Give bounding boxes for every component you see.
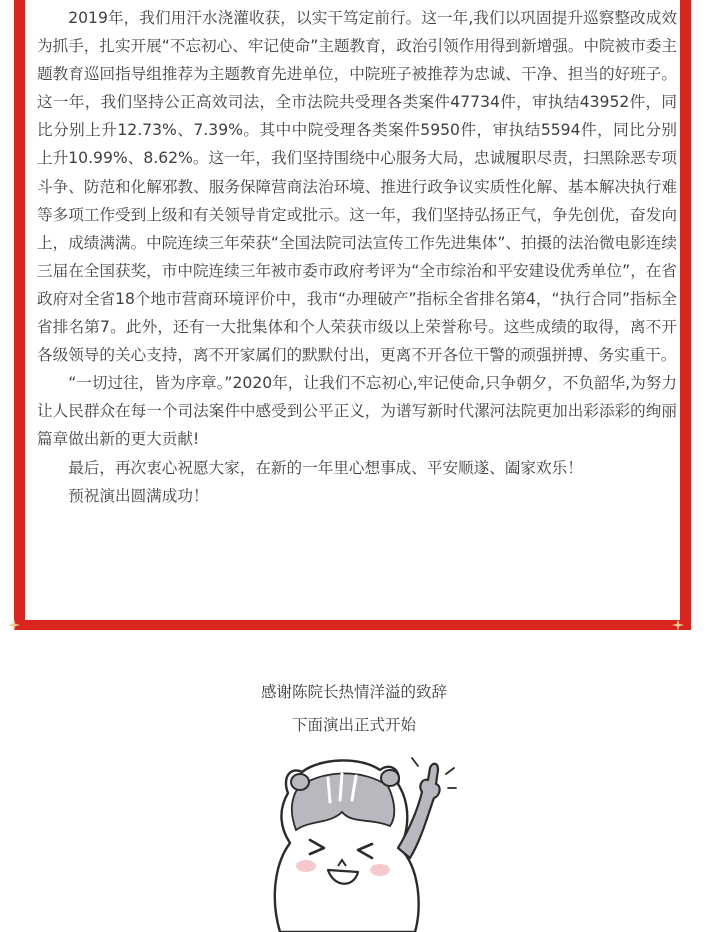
sparkle-icon	[672, 619, 684, 631]
hamster-sticker-icon	[250, 748, 460, 932]
speech-text	[37, 4, 677, 510]
show-start-caption: 下面演出正式开始	[291, 716, 416, 734]
paragraph-wishes: 最后，再次衷心祝愿大家，在新的一年里心想事成、平安顺遂、阖家欢乐！	[68, 458, 583, 477]
paragraph-closing: 预祝演出圆满成功！	[68, 486, 209, 505]
red-frame	[14, 0, 691, 630]
paragraph-achievements: 2019年，我们用汗水浇灌收获，以实干笃定前行。这一年,我们以巩固提升巡察整改成效为抓手，扎实开展“不忘初心、牢记使命”主题教育，政治引领作用得到新增强。中院被市委主题教育巡回指导组推荐为主题教育先进单位，中院班子被推荐为忠诚、干净、担当的好班子。这一年，我们坚持公正高效司法，全市法院共受理各类案件47734件，审执结43952件，同比分别上升12.73%、7.39%。其中中院受理各类案件5950件，审执结5594件，同比分别上升10.99%、8.62%。这一年，我们坚持围绕中心服务大局，忠诚履职尽责，扫黑除恶专项斗争、防范和化解邪教、服务保障营商法治环境、推进行政争议实质性化解、基本解决执行难等多项工作受到上级和有关领导肯定或批示。这一年，我们坚持弘扬正气，争先创优，奋发向上，成绩满满。中院连续三年荣获“全国法院司法宣传工作先进集体”、拍摄的法治微电影连续三届在全国获奖，市中院连续三年被市委市政府考评为“全市综治和平安建设优秀单位”，在省政府对全省18个地市营商环境评价中，我市“办理破产”指标全省排名第4，“执行合同”指标全省排名第7。此外，还有一大批集体和个人荣获市级以上荣誉称号。这些成绩的取得，离不开各级领导的关心支持，离不开家属们的默默付出，更离不开各位干警的顽强拼搏、务实重干。	[37, 9, 677, 365]
speech-panel	[25, 0, 680, 620]
paragraph-outlook: “一切过往，皆为序章。”2020年，让我们不忘初心,牢记使命,只争朝夕，不负韶华,为努力让人民群众在每一个司法案件中感受到公平正义，为谱写新时代漯河法院更加出彩添彩的绚丽篇章做出新的更大贡献!	[37, 374, 677, 449]
thanks-caption: 感谢陈院长热情洋溢的致辞	[260, 683, 447, 701]
sparkle-icon	[8, 619, 20, 631]
